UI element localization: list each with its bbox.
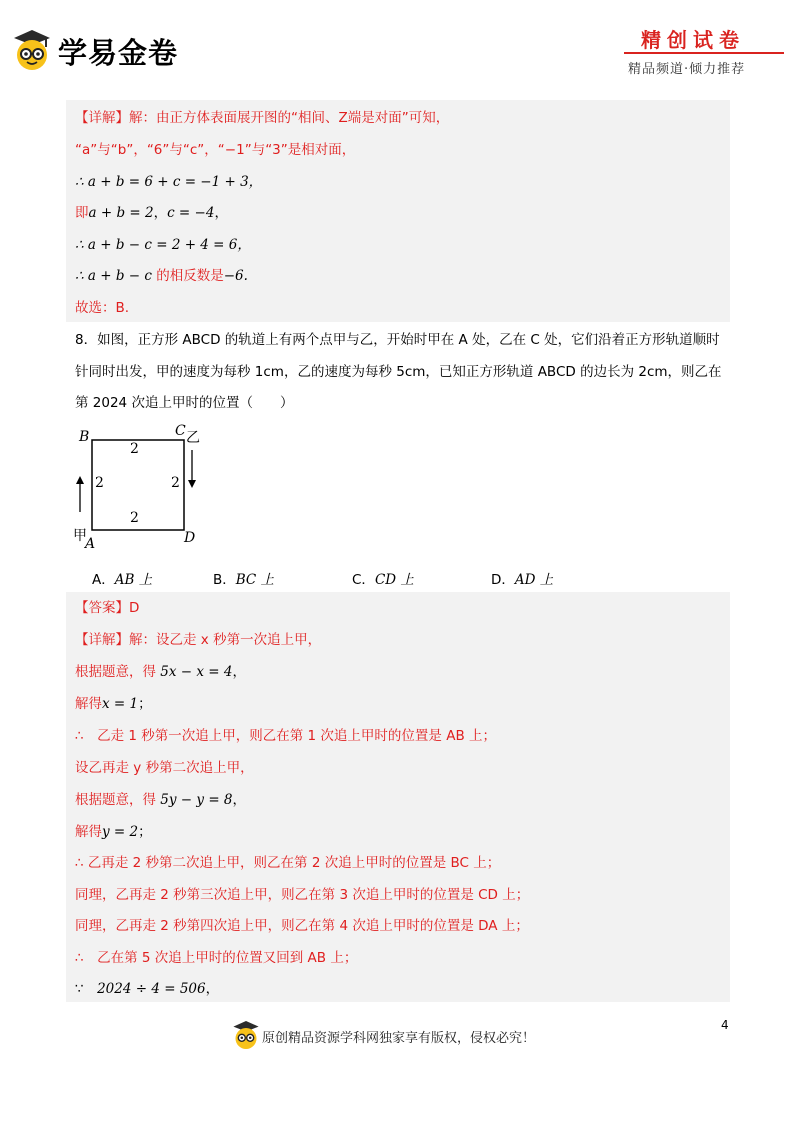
sol7-eq2: c = −4	[167, 205, 215, 221]
q8-line1: 8．如图，正方形 ABCD 的轨道上有两个点甲与乙，开始时甲在 A 处，乙在 C 处，它们沿着正方形轨道顺时	[75, 332, 720, 348]
sol8-l6-c: ，	[232, 792, 247, 808]
page-number: 4	[721, 1018, 729, 1032]
option-c[interactable]	[352, 568, 414, 588]
yi-arrowhead-icon	[188, 480, 196, 488]
sol7-line7: 故选：B.	[75, 300, 130, 316]
header	[0, 0, 800, 80]
sol8-l2-a: 根据题意，得	[75, 664, 156, 680]
q8-line2: 针同时出发，甲的速度为每秒 1cm，乙的速度为每秒 5cm，已知正方形轨道 ABCD 的边长为 2cm，则乙在	[75, 364, 722, 380]
logo-text: 学易金卷	[58, 36, 179, 70]
label-A: A	[85, 536, 96, 552]
label-jia: 甲	[73, 528, 87, 544]
sol8-l12-a: ∵	[75, 981, 84, 997]
sol8-l3-a: 解得	[75, 696, 102, 712]
answer-line: 【答案】D	[75, 600, 140, 616]
sol7-line2: “a”与“b”，“6”与“c”，“−1”与“3”是相对面，	[75, 142, 356, 158]
sol7-text6: 的相反数是	[156, 268, 224, 284]
sol8-line5: 设乙再走 y 秒第二次追上甲，	[75, 760, 254, 776]
footer-copyright: 原创精品资源学科网独家享有版权，侵权必究！	[262, 1031, 536, 1046]
label-bottom: 2	[130, 510, 139, 526]
label-yi: 乙	[186, 430, 200, 446]
sol8-line1	[75, 630, 321, 650]
option-d-letter: D．	[491, 572, 515, 588]
sol7-ji: 即	[75, 205, 89, 221]
sol7-line4	[75, 203, 228, 223]
sol8-detail-tag: 【详解】	[75, 632, 129, 648]
option-b-text: BC 上	[235, 572, 275, 588]
label-B: B	[79, 429, 90, 445]
q8-line3: 第 2024 次追上甲时的位置（ ）	[75, 395, 294, 411]
badge-title: 精创试卷	[641, 28, 745, 52]
sol8-l3-c: ；	[138, 696, 152, 712]
sol8-l12-eq: 2024 ÷ 4 = 506	[97, 981, 206, 997]
sol8-line8: ∴ 乙再走 2 秒第二次追上甲，则乙在第 2 次追上甲时的位置是 BC 上；	[75, 855, 501, 871]
sol7-line1	[75, 108, 449, 128]
sol8-line9: 同理，乙再走 2 秒第三次追上甲，则乙在第 3 次追上甲时的位置是 CD 上；	[75, 887, 530, 903]
sol8-l6-a: 根据题意，得	[75, 792, 156, 808]
sol7-text1: 解：由正方体表面展开图的“相间、Z端是对面”可知，	[129, 110, 450, 126]
sol8-l7-a: 解得	[75, 824, 102, 840]
sol8-l6-eq: 5y − y = 8	[160, 792, 233, 808]
option-a-letter: A．	[92, 572, 115, 588]
badge-divider	[624, 52, 784, 54]
mascot-logo-icon	[12, 28, 52, 72]
option-a[interactable]	[92, 568, 152, 588]
option-c-letter: C．	[352, 572, 375, 588]
sol8-line3	[75, 694, 152, 714]
sol7-value: −6.	[223, 268, 248, 284]
sol8-line6	[75, 790, 246, 810]
sol8-line11: ∴ 乙在第 5 次追上甲时的位置又回到 AB 上；	[75, 950, 358, 966]
sol7-comma1: ，	[153, 205, 168, 221]
sol8-l7-c: ；	[138, 824, 152, 840]
sol7-eq1: a + b = 2	[88, 205, 154, 221]
sol7-line3: ∴ a + b = 6 + c = −1 + 3，	[75, 174, 263, 190]
option-a-text: AB 上	[114, 572, 153, 588]
detail-tag: 【详解】	[75, 110, 129, 126]
sol8-line7	[75, 822, 152, 842]
sol8-l12-c: ，	[205, 981, 220, 997]
label-D: D	[184, 530, 196, 546]
sol8-text1: 解：设乙走 x 秒第一次追上甲，	[129, 632, 322, 648]
sol8-l2-c: ，	[232, 664, 246, 680]
sol8-l7-eq: y = 2	[102, 824, 139, 840]
sol8-line10: 同理，乙再走 2 秒第四次追上甲，则乙在第 4 次追上甲时的位置是 DA 上；	[75, 918, 529, 934]
sol7-line5: ∴ a + b − c = 2 + 4 = 6，	[75, 237, 251, 253]
label-C: C	[175, 423, 186, 439]
label-top: 2	[130, 441, 139, 457]
sol8-l3-eq: x = 1	[102, 696, 139, 712]
sol7-expr: ∴ a + b − c	[75, 268, 152, 284]
sol8-line12	[75, 979, 219, 999]
option-c-text: CD 上	[374, 572, 414, 588]
sol7-line6	[75, 266, 248, 286]
option-d[interactable]	[491, 568, 553, 588]
label-right: 2	[171, 475, 180, 491]
option-b[interactable]	[213, 568, 274, 588]
sol8-line2	[75, 662, 246, 682]
footer	[0, 1015, 800, 1065]
sol7-comma2: ，	[214, 205, 228, 221]
footer-mascot-icon	[232, 1019, 260, 1051]
sol8-line4: ∴ 乙走 1 秒第一次追上甲，则乙在第 1 次追上甲时的位置是 AB 上；	[75, 728, 497, 744]
badge-subtitle: 精品频道·倾力推荐	[628, 62, 746, 77]
sol8-l2-eq: 5x − x = 4	[160, 664, 233, 680]
option-d-text: AD 上	[514, 572, 554, 588]
jia-arrowhead-icon	[76, 476, 84, 484]
label-left: 2	[95, 475, 104, 491]
option-b-letter: B．	[213, 572, 236, 588]
